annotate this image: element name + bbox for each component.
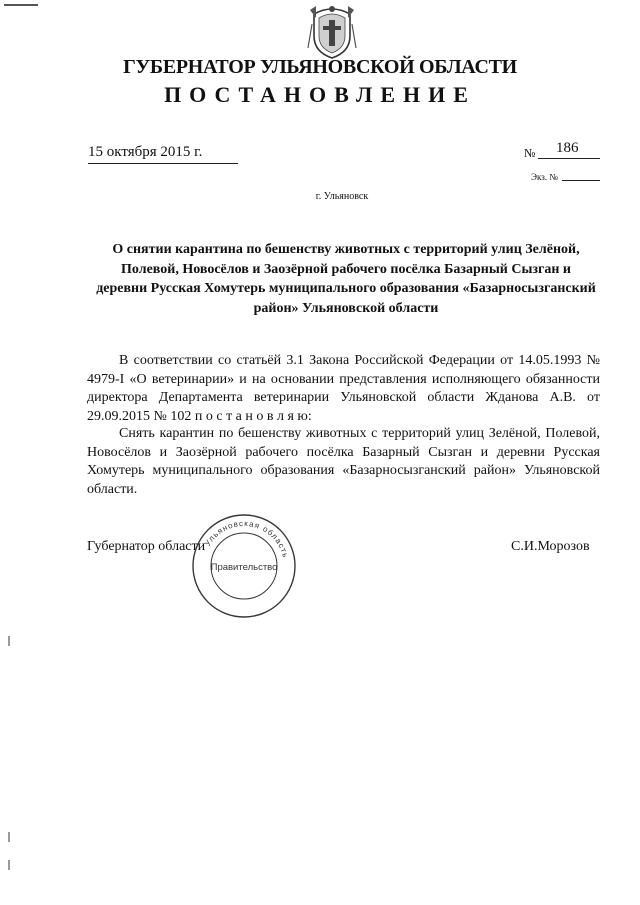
number-underline	[538, 158, 600, 159]
scan-speck	[8, 860, 10, 870]
org-title: ГУБЕРНАТОР УЛЬЯНОВСКОЙ ОБЛАСТИ	[123, 56, 517, 78]
date-underline	[88, 163, 238, 164]
document-type: ПОСТАНОВЛЕНИЕ	[164, 82, 476, 107]
body-paragraph-1: В соответствии со статьёй 3.1 Закона Российской Федерации от 14.05.1993 № 4979-I «О ветеринарии» и на основании представления исполняющего обязанности директора Департамента ветеринарии Ульяновской области Жданова А.В. от 29.09.2015 № 102 п о с т а н о в л я ю:	[87, 353, 600, 424]
coat-of-arms-icon	[306, 4, 358, 60]
document-number: 186	[556, 140, 579, 156]
svg-text:Ульяновская область	[203, 519, 290, 559]
signatory-name: С.И.Морозов	[511, 539, 590, 554]
body-paragraph-2: Снять карантин по бешенству животных с территорий улиц Зелёной, Полевой, Новосёлов и Заозёрной рабочего посёлка Базарный Сызган и деревни Русская Хомутерь муниципального образования «Базарносызганский район» Ульяновской области.	[87, 426, 600, 497]
seal-ring-text: Ульяновская область	[202, 518, 291, 560]
signatory-position: Губернатор области	[87, 539, 206, 554]
seal-center-text: Правительство	[210, 562, 278, 573]
copy-number-label: Экз. №	[531, 172, 558, 182]
number-sign: №	[524, 146, 536, 160]
copy-number-underline	[562, 180, 600, 181]
scan-speck	[8, 636, 10, 646]
document-date: 15 октября 2015 г.	[88, 144, 203, 160]
city: г. Ульяновск	[315, 191, 369, 202]
official-seal	[190, 512, 298, 620]
scan-corner-mark	[4, 4, 38, 6]
document-subject: О снятии карантина по бешенству животных с территорий улиц Зелёной, Полевой, Новосёлов и Заозёрной рабочего посёлка Базарный Сызган и деревни Русская Хомутерь муниципального образования «Базарносызганский район» Ульяновской области	[96, 242, 596, 316]
scan-speck	[8, 832, 10, 842]
